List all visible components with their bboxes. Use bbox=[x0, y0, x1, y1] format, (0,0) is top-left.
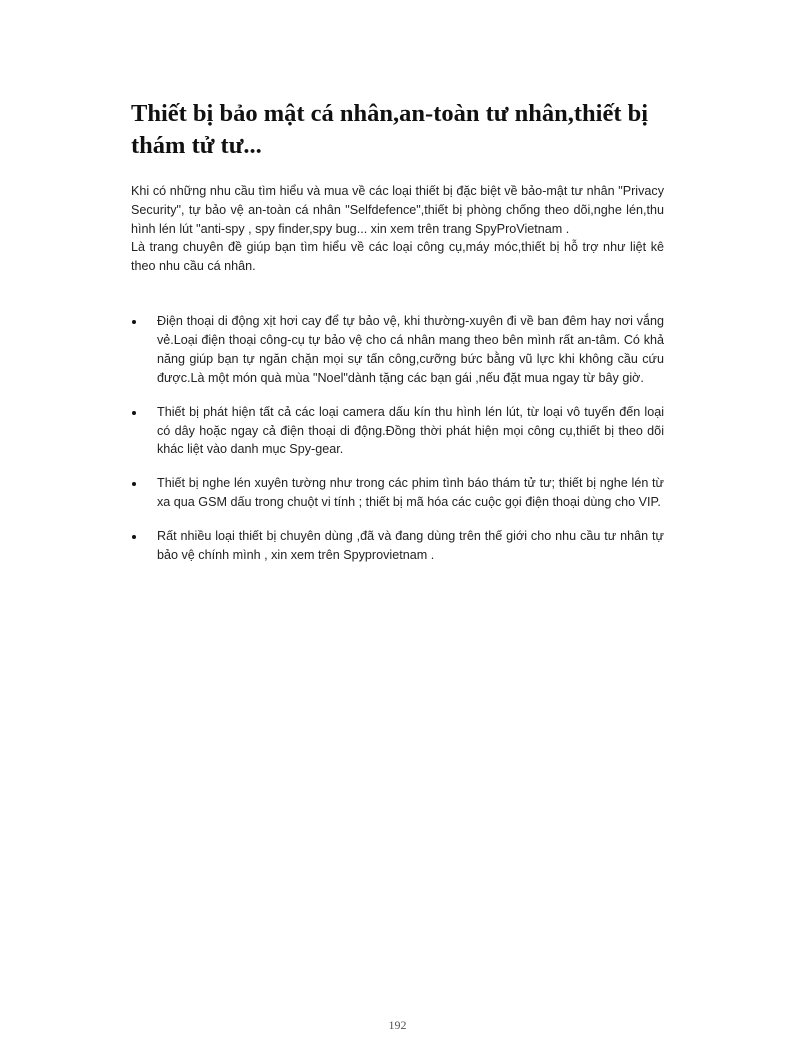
list-item-text: Rất nhiều loại thiết bị chuyên dùng ,đã và đang dùng trên thế giới cho nhu cầu tư nhân tự bảo vệ chính mình , xin xem trên Spyprovietnam . bbox=[157, 529, 664, 563]
intro-section bbox=[131, 182, 664, 276]
list-item-text: Điện thoại di động xịt hơi cay để tự bảo vệ, khi thường-xuyên đi về ban đêm hay nơi vắng vẻ.Loại điện thoại công-cụ tự bảo vệ cho cá nhân mang theo bên mình rất an-tâm. Có khả năng giúp bạn tự ngăn chặn mọi sự tấn công,cưỡng bức bằng vũ lực khi không cầu cứu được.Là một món quà mùa "Noel"dành tặng các bạn gái ,nếu đặt mua ngay từ bây giờ. bbox=[157, 314, 664, 385]
bullet-icon bbox=[132, 482, 136, 486]
bullet-icon bbox=[132, 320, 136, 324]
list-item bbox=[131, 474, 664, 512]
bullet-icon bbox=[132, 535, 136, 539]
page-number: 192 bbox=[388, 1018, 407, 1032]
list-item-text: Thiết bị nghe lén xuyên tường như trong các phim tình báo thám tử tư; thiết bị nghe lén từ xa qua GSM dấu trong chuột vi tính ; thiết bị mã hóa các cuộc gọi điện thoại dùng cho VIP. bbox=[157, 476, 664, 510]
list-item bbox=[131, 527, 664, 565]
intro-paragraph: Là trang chuyên đề giúp bạn tìm hiểu về các loại công cụ,máy móc,thiết bị hỗ trợ như liệt kê theo nhu cầu cá nhân. bbox=[131, 240, 664, 274]
page-title: Thiết bị bảo mật cá nhân,an-toàn tư nhân,thiết bị thám tử tư... bbox=[131, 100, 649, 159]
bullet-icon bbox=[132, 411, 136, 415]
list-item bbox=[131, 312, 664, 388]
intro-paragraph: Khi có những nhu cầu tìm hiểu và mua về các loại thiết bị đặc biệt về bảo-mật tư nhân "Privacy Security", tự bảo vệ an-toàn cá nhân "Selfdefence",thiết bị phòng chống theo dõi,nghe lén,thu hình lén lút "anti-spy , spy finder,spy bug... xin xem trên trang SpyProVietnam . bbox=[131, 184, 664, 236]
list-item-text: Thiết bị phát hiện tất cả các loại camera dấu kín thu hình lén lút, từ loại vô tuyến đến loại có dây hoặc ngay cả điện thoại di động.Đồng thời phát hiện mọi công cụ,thiết bị theo dõi khác liệt vào danh mục Spy-gear. bbox=[157, 404, 664, 457]
bullet-list bbox=[131, 312, 664, 580]
list-item bbox=[131, 403, 664, 460]
